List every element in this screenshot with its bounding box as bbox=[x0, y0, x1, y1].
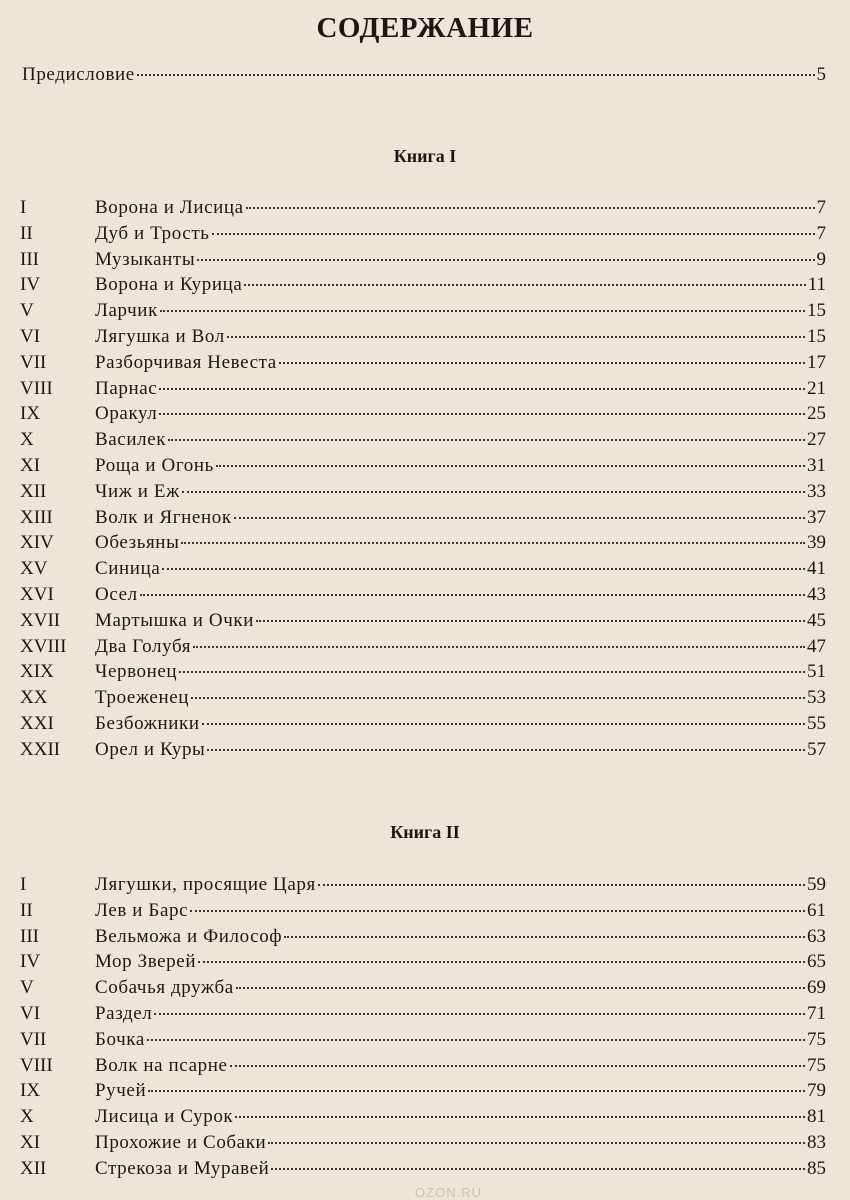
entry-number: VIII bbox=[20, 1054, 53, 1076]
dot-leader bbox=[181, 541, 805, 544]
entry-page: 75 bbox=[807, 1028, 826, 1050]
book-2-heading: Книга II bbox=[390, 822, 460, 842]
entry-page: 55 bbox=[807, 713, 826, 734]
toc-entry bbox=[20, 634, 826, 660]
entry-title: Раздел bbox=[95, 1003, 153, 1024]
toc-entry bbox=[20, 221, 826, 247]
entry-title: Троеженец bbox=[95, 687, 190, 709]
entry-title: Осел bbox=[95, 584, 138, 605]
toc-entry bbox=[20, 272, 826, 298]
entry-page: 7 bbox=[816, 222, 826, 244]
dot-leader bbox=[212, 232, 815, 235]
entry-number: XII bbox=[20, 480, 47, 502]
dot-leader bbox=[148, 1089, 805, 1092]
entry-title: Безбожники bbox=[95, 713, 200, 734]
toc-entry bbox=[20, 608, 826, 634]
toc-entry bbox=[20, 427, 826, 453]
entry-number: XXII bbox=[20, 738, 61, 760]
dot-leader bbox=[198, 960, 805, 963]
entry-number: XI bbox=[20, 455, 41, 476]
toc-entry bbox=[20, 685, 826, 711]
entry-page: 79 bbox=[807, 1080, 826, 1102]
entry-title: Дуб и Трость bbox=[95, 222, 210, 244]
toc-entry bbox=[20, 872, 826, 898]
entry-number: XX bbox=[20, 687, 48, 709]
dot-leader bbox=[159, 412, 805, 415]
entry-title: Разборчивая Невеста bbox=[95, 351, 277, 373]
entry-title: Лягушка и Вол bbox=[95, 326, 225, 347]
entry-title: Лев и Барс bbox=[95, 899, 189, 921]
dot-leader bbox=[197, 258, 814, 261]
dot-leader bbox=[244, 283, 805, 286]
entry-number: II bbox=[20, 899, 33, 921]
dot-leader bbox=[160, 309, 805, 312]
entry-page: 31 bbox=[807, 455, 826, 476]
entry-page: 21 bbox=[807, 377, 826, 399]
toc-entry bbox=[20, 1156, 826, 1182]
toc-entry bbox=[20, 1053, 826, 1079]
preface-entry bbox=[22, 62, 826, 88]
dot-leader bbox=[159, 387, 805, 390]
entry-number: I bbox=[20, 874, 27, 895]
dot-leader bbox=[235, 1115, 805, 1118]
entry-page: 43 bbox=[807, 584, 826, 605]
entry-number: XIX bbox=[20, 661, 54, 683]
entry-number: XV bbox=[20, 558, 48, 580]
entry-number: IV bbox=[20, 951, 41, 973]
entry-title: Мор Зверей bbox=[95, 951, 197, 973]
entry-title: Оракул bbox=[95, 403, 158, 425]
entry-title: Парнас bbox=[95, 377, 158, 399]
entry-page: 65 bbox=[807, 951, 826, 973]
entry-page: 33 bbox=[807, 480, 826, 502]
entry-title: Бочка bbox=[95, 1028, 145, 1050]
toc-entry bbox=[20, 505, 826, 531]
entry-number: V bbox=[20, 977, 34, 999]
toc-entry bbox=[20, 401, 826, 427]
entry-page: 15 bbox=[807, 300, 826, 322]
entry-title: Орел и Куры bbox=[95, 738, 206, 760]
dot-leader bbox=[137, 73, 815, 76]
dot-leader bbox=[271, 1167, 805, 1170]
entry-title: Стрекоза и Муравей bbox=[95, 1157, 270, 1179]
entry-number: VI bbox=[20, 1003, 41, 1024]
dot-leader bbox=[182, 490, 805, 493]
dot-leader bbox=[279, 361, 805, 364]
entry-number: V bbox=[20, 300, 34, 322]
toc-entry bbox=[20, 975, 826, 1001]
entry-page: 59 bbox=[807, 874, 826, 895]
entry-title: Ручей bbox=[95, 1080, 147, 1102]
entry-number: IX bbox=[20, 403, 41, 425]
entry-title: Волк на псарне bbox=[95, 1054, 228, 1076]
entry-title: Лягушки, просящие Царя bbox=[95, 874, 316, 895]
dot-leader bbox=[207, 748, 805, 751]
page-title: СОДЕРЖАНИЕ bbox=[316, 12, 534, 44]
toc-entry bbox=[20, 1001, 826, 1027]
dot-leader bbox=[234, 516, 805, 519]
entry-title: Ворона и Лисица bbox=[95, 197, 244, 218]
dot-leader bbox=[230, 1064, 805, 1067]
entry-number: X bbox=[20, 1106, 34, 1128]
entry-page: 57 bbox=[807, 738, 826, 760]
entry-title: Музыканты bbox=[95, 248, 196, 270]
dot-leader bbox=[140, 593, 805, 596]
entry-page: 69 bbox=[807, 977, 826, 999]
entry-number: IV bbox=[20, 274, 41, 296]
toc-entry bbox=[20, 949, 826, 975]
entry-number: XIII bbox=[20, 506, 53, 528]
dot-leader bbox=[246, 206, 815, 209]
book-1-heading: Книга I bbox=[393, 146, 457, 166]
dot-leader bbox=[154, 1012, 805, 1015]
entry-page: 61 bbox=[807, 899, 826, 921]
toc-entry bbox=[20, 453, 826, 479]
entry-page: 37 bbox=[807, 506, 826, 528]
entry-number: VII bbox=[20, 1028, 47, 1050]
entry-number: XIV bbox=[20, 532, 54, 554]
toc-entry bbox=[20, 479, 826, 505]
toc-entry bbox=[20, 376, 826, 402]
toc-entry bbox=[20, 556, 826, 582]
entry-number: XI bbox=[20, 1132, 41, 1153]
entry-page: 11 bbox=[807, 274, 826, 296]
dot-leader bbox=[236, 986, 805, 989]
dot-leader bbox=[256, 619, 805, 622]
entry-number: I bbox=[20, 197, 27, 218]
entry-title: Ворона и Курица bbox=[95, 274, 243, 296]
entry-page: 17 bbox=[807, 351, 826, 373]
entry-page: 15 bbox=[807, 326, 826, 347]
entry-page: 39 bbox=[807, 532, 826, 554]
entry-number: XII bbox=[20, 1157, 47, 1179]
toc-entry bbox=[20, 350, 826, 376]
toc-entry bbox=[20, 659, 826, 685]
dot-leader bbox=[318, 883, 805, 886]
entry-number: III bbox=[20, 248, 39, 270]
entry-title: Прохожие и Собаки bbox=[95, 1132, 267, 1153]
dot-leader bbox=[179, 670, 805, 673]
entry-page: 53 bbox=[807, 687, 826, 709]
entry-title: Ларчик bbox=[95, 300, 158, 322]
dot-leader bbox=[190, 909, 805, 912]
entry-number: XVII bbox=[20, 609, 61, 631]
entry-title: Обезьяны bbox=[95, 532, 180, 554]
entry-title: Собачья дружба bbox=[95, 977, 234, 999]
entry-page: 51 bbox=[807, 661, 826, 683]
dot-leader bbox=[268, 1141, 805, 1144]
toc-entry bbox=[20, 711, 826, 737]
dot-leader bbox=[162, 567, 805, 570]
preface-title: Предисловие bbox=[22, 64, 135, 85]
entry-page: 45 bbox=[807, 609, 826, 631]
toc-entry bbox=[20, 1104, 826, 1130]
entry-title: Два Голубя bbox=[95, 635, 192, 657]
entry-number: XXI bbox=[20, 713, 54, 734]
toc-entry bbox=[20, 247, 826, 273]
toc-entry bbox=[20, 737, 826, 763]
dot-leader bbox=[168, 438, 805, 441]
entry-page: 27 bbox=[807, 429, 826, 451]
entry-number: II bbox=[20, 222, 33, 244]
dot-leader bbox=[227, 335, 805, 338]
entry-title: Лисица и Сурок bbox=[95, 1106, 234, 1128]
entry-number: VI bbox=[20, 326, 41, 347]
preface-page: 5 bbox=[816, 64, 826, 85]
entry-page: 71 bbox=[807, 1003, 826, 1024]
entry-number: VII bbox=[20, 351, 47, 373]
toc-entry bbox=[20, 195, 826, 221]
entry-title: Червонец bbox=[95, 661, 178, 683]
toc-entry bbox=[20, 1027, 826, 1053]
entry-page: 47 bbox=[807, 635, 826, 657]
entry-page: 9 bbox=[816, 248, 826, 270]
toc-entry bbox=[20, 924, 826, 950]
entry-title: Мартышка и Очки bbox=[95, 609, 254, 631]
dot-leader bbox=[216, 464, 805, 467]
entry-page: 41 bbox=[807, 558, 826, 580]
entry-page: 7 bbox=[816, 197, 826, 218]
toc-entry bbox=[20, 530, 826, 556]
entry-number: XVI bbox=[20, 584, 54, 605]
entry-number: III bbox=[20, 925, 39, 947]
entry-title: Синица bbox=[95, 558, 161, 580]
toc-entry bbox=[20, 1078, 826, 1104]
entry-number: VIII bbox=[20, 377, 53, 399]
entry-page: 25 bbox=[807, 403, 826, 425]
entry-number: X bbox=[20, 429, 34, 451]
entry-page: 83 bbox=[807, 1132, 826, 1153]
dot-leader bbox=[147, 1038, 805, 1041]
entry-page: 63 bbox=[807, 925, 826, 947]
entry-page: 85 bbox=[807, 1157, 826, 1179]
entry-title: Василек bbox=[95, 429, 167, 451]
entry-page: 75 bbox=[807, 1054, 826, 1076]
entry-title: Волк и Ягненок bbox=[95, 506, 232, 528]
watermark: OZON.RU bbox=[415, 1185, 482, 1200]
entry-title: Роща и Огонь bbox=[95, 455, 214, 476]
toc-entry bbox=[20, 582, 826, 608]
dot-leader bbox=[191, 696, 805, 699]
entry-number: IX bbox=[20, 1080, 41, 1102]
toc-entry bbox=[20, 898, 826, 924]
entry-number: XVIII bbox=[20, 635, 67, 657]
dot-leader bbox=[202, 722, 805, 725]
dot-leader bbox=[193, 645, 805, 648]
toc-entry bbox=[20, 298, 826, 324]
toc-entry bbox=[20, 324, 826, 350]
entry-title: Чиж и Еж bbox=[95, 480, 180, 502]
dot-leader bbox=[284, 935, 805, 938]
toc-entry bbox=[20, 1130, 826, 1156]
entry-title: Вельможа и Философ bbox=[95, 925, 283, 947]
entry-page: 81 bbox=[807, 1106, 826, 1128]
